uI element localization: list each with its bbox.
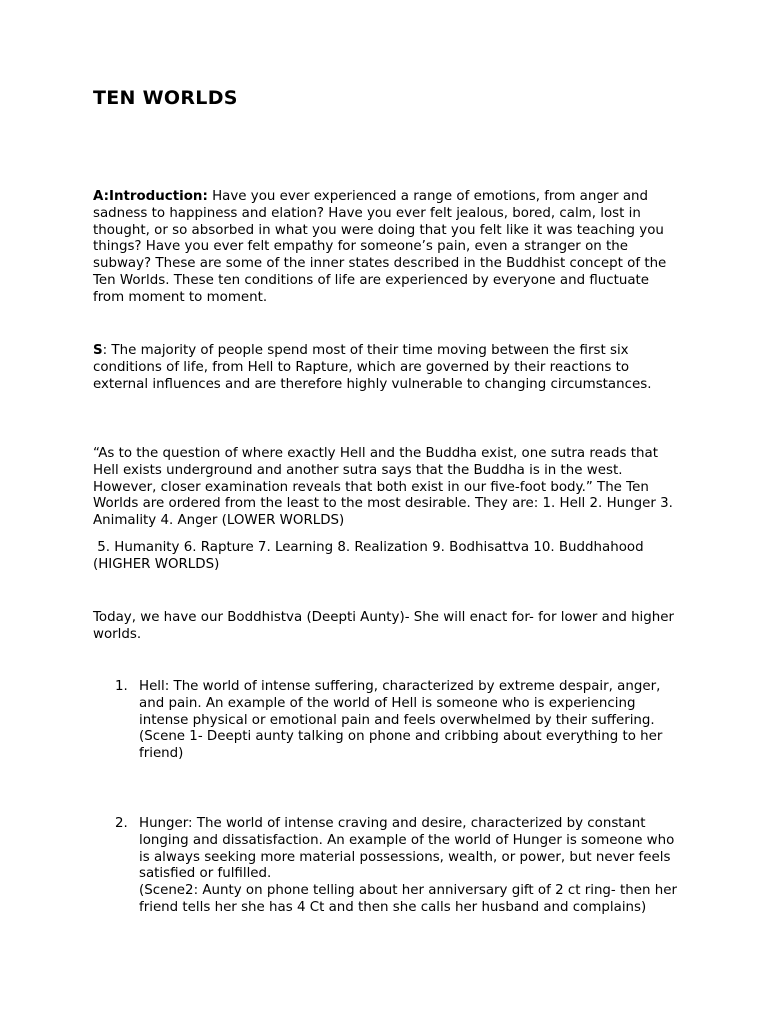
s-text: : The majority of people spend most of their time moving between the first six conditions of life, from Hell to Rapture, which are governed by their reactions to external influences and are therefore highly vulnerable to changing circumstances. (93, 343, 652, 392)
quote-paragraph: “As to the question of where exactly Hell and the Buddha exist, one sutra reads that Hell exists underground and another sutra says that the Buddha is in the west. However, closer examination reveals that both exist in our five-foot body.” The Ten Worlds are ordered from the least to the most desirable. They are: 1. Hell 2. Hunger 3. Animality 4. Anger (LOWER WORLDS) (93, 446, 673, 529)
list-item-text: Hell: The world of intense suffering, characterized by extreme despair, anger, and pain. An example of the world of Hell is someone who is experiencing intense physical or emotional pain and feels overwhelmed by their suffering. (139, 679, 661, 728)
list-item-scene: (Scene 1- Deepti aunty talking on phone and cribbing about everything to her friend) (139, 729, 663, 762)
today-paragraph: Today, we have our Boddhistva (Deepti Aunty)- She will enact for- for lower and higher worlds. (93, 610, 675, 642)
list-item-body (139, 816, 683, 917)
list-number: 2. (115, 816, 128, 831)
higher-worlds-paragraph: 5. Humanity 6. Rapture 7. Learning 8. Realization 9. Bodhisattva 10. Buddhahood (HIGHER WORLDS) (93, 540, 648, 572)
list-item-text: Hunger: The world of intense craving and desire, characterized by constant longing and dissatisfaction. An example of the world of Hunger is someone who is always seeking more material possessions, wealth, or power, but never feels satisfied or fulfilled. (139, 816, 675, 882)
introduction-text: Have you ever experienced a range of emotions, from anger and sadness to happiness and elation? Have you ever felt jealous, bored, calm, lost in thought, or so absorbed in what you were doing that you felt like it was teaching you things? Have you ever felt empathy for someone’s pain, even a stranger on the subway? These are some of the inner states described in the Buddhist concept of the Ten Worlds. These ten conditions of life are experienced by everyone and fluctuate from moment to moment. (93, 189, 667, 305)
s-label: S (93, 343, 103, 358)
list-number: 1. (115, 679, 128, 694)
list-item-scene: (Scene2: Aunty on phone telling about her anniversary gift of 2 ct ring- then her friend tells her she has 4 Ct and then she calls her husband and complains) (139, 883, 677, 915)
introduction-paragraph (93, 189, 683, 307)
introduction-label: A:Introduction: (93, 189, 208, 204)
list-item-body (139, 679, 683, 763)
document-title: TEN WORLDS (93, 87, 238, 109)
s-paragraph (93, 343, 683, 393)
